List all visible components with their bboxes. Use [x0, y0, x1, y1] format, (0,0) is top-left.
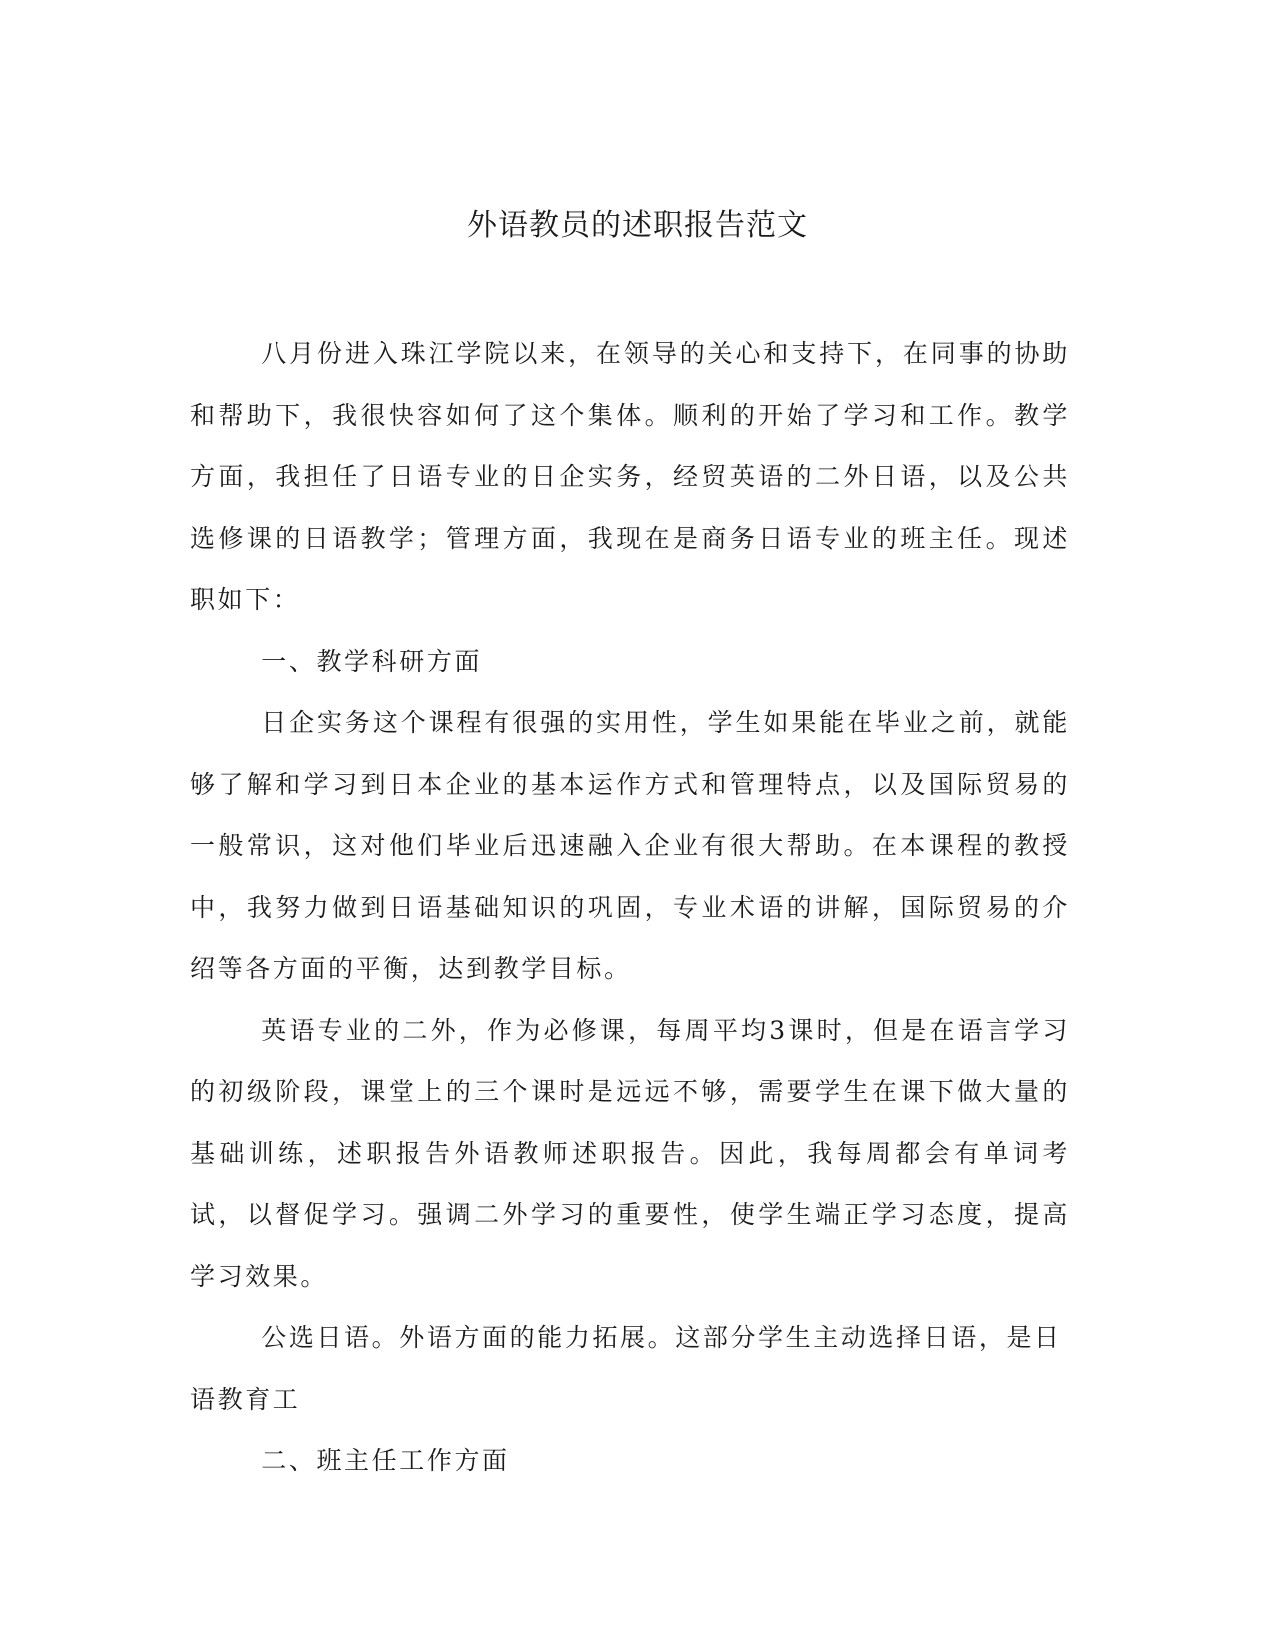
paragraph-business-practice: 日企实务这个课程有很强的实用性，学生如果能在毕业之前，就能够了解和学习到日本企业的基本运作方式和管理特点，以及国际贸易的一般常识，这对他们毕业后迅速融入企业有很大帮助。在本课程的教授中，我努力做到日语基础知识的巩固，专业术语的讲解，国际贸易的介绍等各方面的平衡，达到教学目标。: [190, 708, 1070, 983]
section-heading-class-advisor: 二、班主任工作方面: [261, 1446, 510, 1475]
paragraph-second-language: 英语专业的二外，作为必修课，每周平均3课时，但是在语言学习的初级阶段，课堂上的三个课时是远远不够，需要学生在课下做大量的基础训练，述职报告外语教师述职报告。因此，我每周都会有单词考试，以督促学习。强调二外学习的重要性，使学生端正学习态度，提高学习效果。: [190, 1015, 1070, 1291]
document-body: [190, 323, 1070, 1492]
paragraph-intro: 八月份进入珠江学院以来，在领导的关心和支持下，在同事的协助和帮助下，我很快容如何了这个集体。顺利的开始了学习和工作。教学方面，我担任了日语专业的日企实务，经贸英语的二外日语，以及公共选修课的日语教学；管理方面，我现在是商务日语专业的班主任。现述职如下：: [190, 339, 1070, 614]
paragraph-elective-japanese: 公选日语。外语方面的能力拓展。这部分学生主动选择日语，是日语教育工: [190, 1323, 1062, 1414]
section-heading-teaching: 一、教学科研方面: [261, 646, 483, 676]
document-title: 外语教员的述职报告范文: [467, 208, 808, 243]
